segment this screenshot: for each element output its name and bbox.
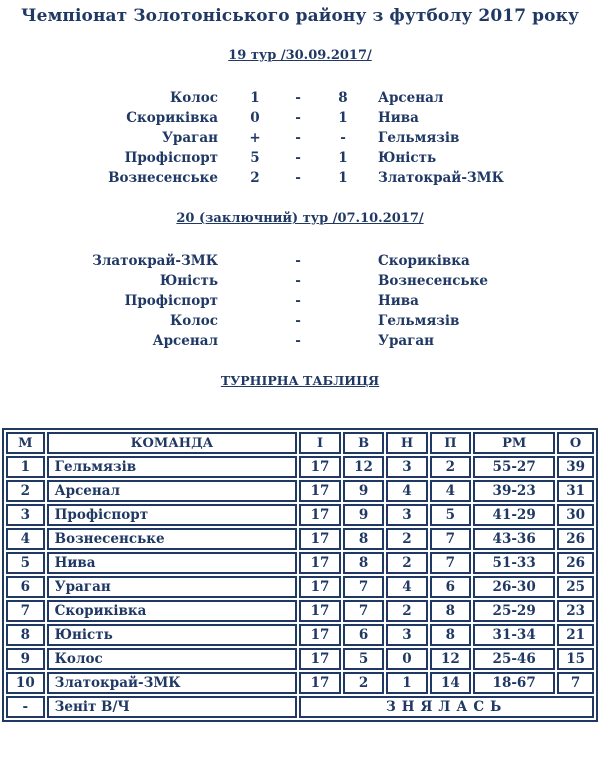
home-team: Арсенал — [152, 333, 218, 349]
games-cell: 17 — [299, 648, 341, 670]
points-cell: 15 — [557, 648, 594, 670]
goals-cell: 55-27 — [473, 456, 555, 478]
home-team: Колос — [169, 90, 218, 106]
away-team: Нива — [378, 110, 419, 126]
team-cell: Ураган — [47, 576, 298, 598]
away-team: Златокрай-ЗМК — [378, 170, 504, 186]
home-team: Профіспорт — [124, 150, 218, 166]
round-20-match — [0, 273, 600, 293]
score-separator: - — [295, 273, 301, 289]
draws-cell: 0 — [386, 648, 427, 670]
points-cell: 23 — [557, 600, 594, 622]
wins-cell: 2 — [343, 672, 385, 694]
round-20-match — [0, 333, 600, 353]
draws-cell: 2 — [386, 600, 427, 622]
away-team: Вознесенське — [378, 273, 488, 289]
goals-cell: 18-67 — [473, 672, 555, 694]
goals-cell: 25-29 — [473, 600, 555, 622]
table-row — [6, 576, 594, 598]
points-cell: 26 — [557, 528, 594, 550]
home-score: 0 — [250, 110, 260, 126]
away-score: - — [340, 130, 346, 146]
table-row — [6, 504, 594, 526]
table-row — [6, 600, 594, 622]
points-cell: 7 — [557, 672, 594, 694]
score-separator: - — [295, 333, 301, 349]
wins-cell: 6 — [343, 624, 385, 646]
header-position: М — [6, 432, 45, 454]
losses-cell: 8 — [430, 600, 472, 622]
points-cell: 31 — [557, 480, 594, 502]
position-cell: 9 — [6, 648, 45, 670]
team-cell: Колос — [47, 648, 298, 670]
away-team: Гельмязів — [378, 313, 460, 329]
withdrawn-status: ЗНЯЛАСЬ — [299, 696, 594, 718]
round-19-heading: 19 тур /30.09.2017/ — [228, 48, 372, 63]
score-separator: - — [295, 130, 301, 146]
losses-cell: 4 — [430, 480, 472, 502]
team-cell: Профіспорт — [47, 504, 298, 526]
round-20-match — [0, 313, 600, 333]
goals-cell: 31-34 — [473, 624, 555, 646]
goals-cell: 39-23 — [473, 480, 555, 502]
games-cell: 17 — [299, 552, 341, 574]
home-team: Скориківка — [126, 110, 218, 126]
losses-cell: 14 — [430, 672, 472, 694]
goals-cell: 51-33 — [473, 552, 555, 574]
header-draws: Н — [386, 432, 427, 454]
wins-cell: 7 — [343, 600, 385, 622]
draws-cell: 3 — [386, 504, 427, 526]
away-team: Юність — [378, 150, 437, 166]
points-cell: 21 — [557, 624, 594, 646]
page-title: Чемпіонат Золотоніського району з футболу 2017 року — [21, 6, 579, 26]
away-score: 8 — [338, 90, 348, 106]
table-row — [6, 456, 594, 478]
position-cell: 3 — [6, 504, 45, 526]
points-cell: 25 — [557, 576, 594, 598]
home-team: Златокрай-ЗМК — [92, 253, 218, 269]
team-cell: Скориківка — [47, 600, 298, 622]
withdrawn-row — [6, 696, 594, 718]
draws-cell: 4 — [386, 480, 427, 502]
losses-cell: 2 — [430, 456, 472, 478]
team-cell: Гельмязів — [47, 456, 298, 478]
round-20-heading: 20 (заключний) тур /07.10.2017/ — [176, 211, 424, 226]
goals-cell: 26-30 — [473, 576, 555, 598]
position-cell: 6 — [6, 576, 45, 598]
losses-cell: 7 — [430, 552, 472, 574]
score-separator: - — [295, 90, 301, 106]
header-wins: В — [343, 432, 385, 454]
home-score: 1 — [250, 90, 260, 106]
position-cell: 10 — [6, 672, 45, 694]
team-cell: Арсенал — [47, 480, 298, 502]
away-team: Гельмязів — [378, 130, 460, 146]
table-row — [6, 624, 594, 646]
position-cell: 7 — [6, 600, 45, 622]
losses-cell: 12 — [430, 648, 472, 670]
home-team: Вознесенське — [108, 170, 218, 186]
losses-cell: 6 — [430, 576, 472, 598]
away-team: Ураган — [378, 333, 435, 349]
home-score: 5 — [250, 150, 260, 166]
wins-cell: 12 — [343, 456, 385, 478]
home-team: Ураган — [161, 130, 218, 146]
away-team: Нива — [378, 293, 419, 309]
round-19-match — [0, 110, 600, 130]
games-cell: 17 — [299, 504, 341, 526]
round-19-match — [0, 130, 600, 150]
goals-cell: 25-46 — [473, 648, 555, 670]
position-cell: 1 — [6, 456, 45, 478]
games-cell: 17 — [299, 480, 341, 502]
score-separator: - — [295, 293, 301, 309]
header-team: КОМАНДА — [47, 432, 298, 454]
header-games: І — [299, 432, 341, 454]
losses-cell: 8 — [430, 624, 472, 646]
position-cell: 8 — [6, 624, 45, 646]
goals-cell: 41-29 — [473, 504, 555, 526]
away-score: 1 — [338, 150, 348, 166]
table-row — [6, 648, 594, 670]
team-cell: Юність — [47, 624, 298, 646]
score-separator: - — [295, 110, 301, 126]
points-cell: 39 — [557, 456, 594, 478]
points-cell: 30 — [557, 504, 594, 526]
losses-cell: 7 — [430, 528, 472, 550]
position-cell: - — [6, 696, 45, 718]
team-cell: Вознесенське — [47, 528, 298, 550]
games-cell: 17 — [299, 576, 341, 598]
games-cell: 17 — [299, 624, 341, 646]
home-team: Колос — [169, 313, 218, 329]
round-19-match — [0, 90, 600, 110]
home-score: + — [249, 130, 261, 146]
team-cell: Зеніт В/Ч — [47, 696, 298, 718]
standings-table — [2, 428, 598, 722]
standings-title: ТУРНІРНА ТАБЛИЦЯ — [220, 373, 380, 388]
table-header-row — [6, 432, 594, 454]
score-separator: - — [295, 313, 301, 329]
wins-cell: 7 — [343, 576, 385, 598]
draws-cell: 2 — [386, 528, 427, 550]
games-cell: 17 — [299, 528, 341, 550]
wins-cell: 5 — [343, 648, 385, 670]
round-20-match — [0, 293, 600, 313]
draws-cell: 4 — [386, 576, 427, 598]
table-row — [6, 672, 594, 694]
draws-cell: 2 — [386, 552, 427, 574]
away-team: Арсенал — [378, 90, 444, 106]
team-cell: Златокрай-ЗМК — [47, 672, 298, 694]
wins-cell: 8 — [343, 528, 385, 550]
round-20-match — [0, 253, 600, 273]
header-losses: П — [430, 432, 472, 454]
losses-cell: 5 — [430, 504, 472, 526]
score-separator: - — [295, 150, 301, 166]
away-score: 1 — [338, 110, 348, 126]
wins-cell: 9 — [343, 504, 385, 526]
header-goals: РМ — [473, 432, 555, 454]
round-19-match — [0, 170, 600, 190]
home-score: 2 — [250, 170, 260, 186]
away-team: Скориківка — [378, 253, 470, 269]
games-cell: 17 — [299, 456, 341, 478]
score-separator: - — [295, 170, 301, 186]
draws-cell: 3 — [386, 624, 427, 646]
goals-cell: 43-36 — [473, 528, 555, 550]
home-team: Юність — [159, 273, 218, 289]
table-row — [6, 480, 594, 502]
round-19-match — [0, 150, 600, 170]
position-cell: 4 — [6, 528, 45, 550]
table-row — [6, 552, 594, 574]
games-cell: 17 — [299, 672, 341, 694]
draws-cell: 3 — [386, 456, 427, 478]
draws-cell: 1 — [386, 672, 427, 694]
games-cell: 17 — [299, 600, 341, 622]
wins-cell: 9 — [343, 480, 385, 502]
score-separator: - — [295, 253, 301, 269]
header-points: О — [557, 432, 594, 454]
wins-cell: 8 — [343, 552, 385, 574]
home-team: Профіспорт — [124, 293, 218, 309]
team-cell: Нива — [47, 552, 298, 574]
points-cell: 26 — [557, 552, 594, 574]
position-cell: 5 — [6, 552, 45, 574]
table-row — [6, 528, 594, 550]
away-score: 1 — [338, 170, 348, 186]
position-cell: 2 — [6, 480, 45, 502]
